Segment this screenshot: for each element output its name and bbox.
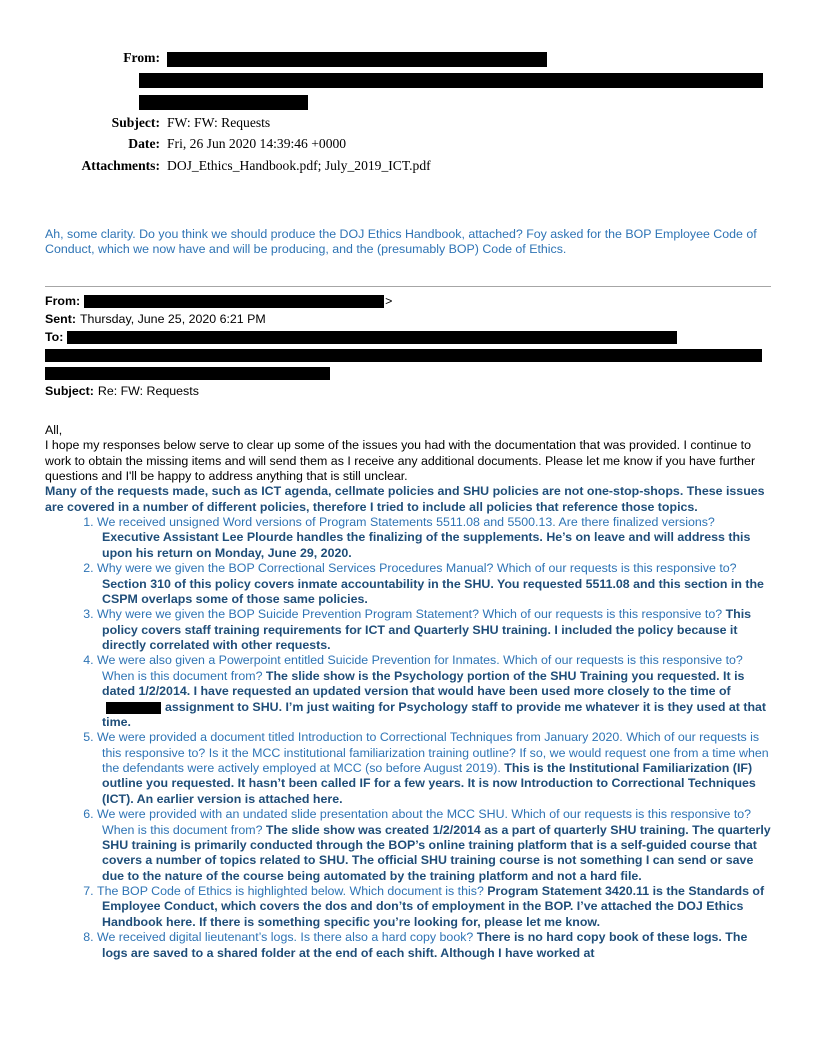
greeting: All, — [45, 422, 63, 437]
from-label: From: — [123, 50, 160, 66]
attachments-value: DOJ_Ethics_Handbook.pdf; July_2019_ICT.pdf — [167, 157, 431, 173]
quoted-subject-label: Subject: — [45, 384, 94, 399]
question-text: We received digital lieutenant’s logs. Is there also a hard copy book? — [97, 930, 474, 945]
question-text: We were provided a document titled Introduction to Correctional Techniques from January 2020. Which of our requests is this responsive to? Is it the MCC institutional familiarization training outline? If so, we would request one from a time when the defendants were actively employed at MCC (so before August 2019). — [97, 730, 769, 775]
quoted-email-body — [45, 423, 771, 961]
answer-text: There is no hard copy book of these logs. The logs are saved to a shared folder at the end of each shift. Although I have worked at — [102, 930, 748, 960]
list-item-5 — [97, 730, 771, 807]
redaction-bar — [84, 295, 384, 308]
question-text: The BOP Code of Ethics is highlighted below. Which document is this? — [97, 884, 484, 898]
list-item-1 — [97, 515, 771, 561]
header-row-date — [45, 134, 771, 156]
quoted-row-to — [45, 329, 771, 347]
opening-paragraph: I hope my responses below serve to clear up some of the issues you had with the documentation that was provided. I continue to work to obtain the missing items and will send them as I receive any additional documents. Please let me know if you have further questions and I'll be happy to address anything that is still unclear. — [45, 438, 756, 483]
header-row-attachments — [45, 156, 771, 178]
quoted-subject-value: Re: FW: Requests — [97, 384, 199, 399]
question-text: Why were we given the BOP Suicide Prevention Program Statement? Which of our requests is this responsive to? — [97, 607, 723, 622]
quoted-from-suffix: > — [385, 294, 393, 309]
answer-text: Program Statement 3420.11 is the Standards of Employee Conduct, which covers the dos and don’ts of employment in the BOP. I’ve attached the DOJ Ethics Handbook here. If there is something specific you’re looking for, please let me know. — [102, 884, 765, 929]
list-item-6 — [97, 807, 771, 884]
redaction-bar-inline — [106, 702, 161, 714]
quoted-row-from — [45, 293, 771, 311]
divider — [45, 286, 771, 287]
answer-text: This policy covers staff training requirements for ICT and Quarterly SHU training. I included the policy because it directly correlated with other requests. — [102, 607, 752, 652]
header-row-redacted-2 — [45, 91, 771, 113]
answer-text: Executive Assistant Lee Plourde handles the finalizing of the supplements. He’s on leave and will address this upon his return on Monday, June 29, 2020. — [102, 530, 751, 560]
list-item-7 — [97, 884, 771, 930]
quoted-to-label: To: — [45, 330, 64, 345]
list-item-2 — [97, 561, 771, 607]
attachments-label: Attachments: — [81, 157, 160, 173]
from-value-redacted — [167, 50, 771, 67]
header-row-from — [45, 48, 771, 70]
quoted-row-to-cont-2 — [45, 365, 771, 383]
answer-text: Section 310 of this policy covers inmate accountability in the SHU. You requested 5511.08 and this section in the CSPM overlaps some of those same policies. — [102, 576, 764, 606]
redaction-bar — [67, 331, 677, 344]
question-text: We were also given a Powerpoint entitled Suicide Prevention for Inmates. Which of our requests is this responsive to? When is this document from? — [97, 653, 743, 683]
question-text: We were provided with an undated slide presentation about the MCC SHU. Which of our requests is this responsive to? When is this document from? — [97, 807, 752, 837]
redaction-bar — [45, 367, 330, 380]
question-text: Why were we given the BOP Correctional Services Procedures Manual? Which of our requests is this responsive to? — [97, 561, 737, 576]
quoted-row-subject — [45, 383, 771, 401]
redaction-bar — [139, 73, 763, 88]
answer-text-before-redaction: The slide show is the Psychology portion of the SHU Training you requested. It is dated 1/2/2014. I have requested an updated version that would have been used more closely to the time of — [102, 668, 745, 699]
quoted-email-header — [45, 293, 771, 401]
list-item-3 — [97, 607, 771, 653]
bold-intro-paragraph: Many of the requests made, such as ICT agenda, cellmate policies and SHU policies are not one-stop-shops. These issues are covered in a number of different policies, therefore I tried to include all policies that reference those topics. — [45, 484, 765, 514]
quoted-sent-value: Thursday, June 25, 2020 6:21 PM — [79, 312, 266, 327]
qa-list — [45, 515, 771, 961]
reply-paragraph: Ah, some clarity. Do you think we should produce the DOJ Ethics Handbook, attached? Foy asked for the BOP Employee Code of Conduct, which we now have and will be producing, and the (presumably BOP) Code of Ethics. — [45, 227, 757, 257]
answer-text: The slide show was created 1/2/2014 as a part of quarterly SHU training. The quarterly SHU training is primarily conducted through the BOP’s online training platform that is a self-guided course that covers a number of topics related to SHU. The official SHU training course is not something I can send or save due to the nature of the course being automated by the training platform and not a hard file. — [102, 822, 771, 883]
quoted-sent-label: Sent: — [45, 312, 76, 327]
subject-label: Subject: — [111, 114, 160, 130]
question-text: We received unsigned Word versions of Program Statements 5511.08 and 5500.13. Are there finalized versions? — [97, 515, 715, 529]
quoted-row-to-cont-1 — [45, 347, 771, 365]
redaction-bar — [167, 52, 547, 67]
date-value: Fri, 26 Jun 2020 14:39:46 +0000 — [167, 136, 347, 152]
quoted-row-sent — [45, 311, 771, 329]
redaction-bar — [45, 349, 762, 362]
list-item-8 — [97, 930, 771, 961]
redaction-bar — [139, 95, 308, 110]
answer-text-after-redaction: assignment to SHU. I’m just waiting for Psychology staff to provide me whatever it is they used at that time. — [102, 699, 767, 729]
subject-value: FW: FW: Requests — [167, 114, 271, 130]
email-header — [45, 48, 771, 177]
quoted-from-label: From: — [45, 294, 81, 309]
answer-text: This is the Institutional Familiarization (IF) outline you requested. It hasn’t been called IF for a few years. It is now Introduction to Correctional Techniques (ICT). An earlier version is attached here. — [102, 761, 756, 806]
date-label: Date: — [128, 136, 160, 152]
header-row-subject — [45, 113, 771, 135]
header-row-redacted-1 — [45, 70, 771, 92]
list-item-4 — [97, 653, 771, 730]
